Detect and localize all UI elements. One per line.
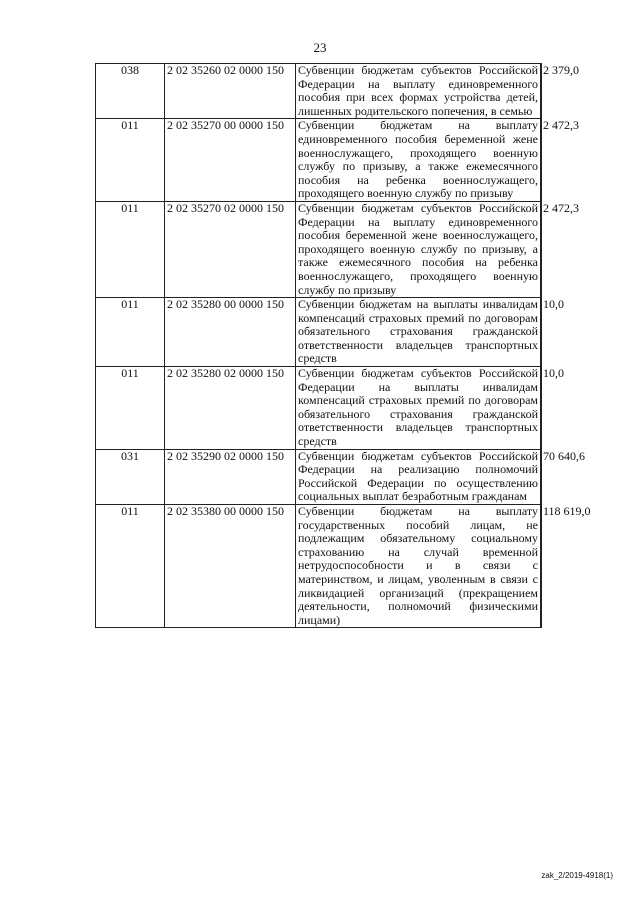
revenue-description-cell: Субвенции бюджетам субъектов Российской Федерации на реализацию полномочий Российской Федерации по осуществлению социальных выплат безработным гражданам (296, 449, 541, 504)
table-row (96, 505, 542, 628)
budget-classification-code-cell: 2 02 35380 00 0000 150 (165, 505, 296, 628)
table-row (96, 119, 542, 202)
revenue-description-cell: Субвенции бюджетам субъектов Российской Федерации на выплату единовременного пособия беременной жене военнослужащего, проходящего военную службу по призыву, а также ежемесячного пособия на ребенка военнослужащего, проходящего военную службу по призыву (296, 201, 541, 297)
amount-cell: 10,0 (541, 298, 542, 367)
budget-classification-code-cell: 2 02 35280 00 0000 150 (165, 298, 296, 367)
admin-code-cell: 011 (96, 201, 165, 297)
table-row (96, 449, 542, 504)
admin-code-cell: 011 (96, 505, 165, 628)
revenue-description-cell: Субвенции бюджетам субъектов Российской Федерации на выплаты инвалидам компенсаций страховых премий по договорам обязательного страхования гражданской ответственности владельцев транспортных средств (296, 367, 541, 450)
budget-classification-code-cell: 2 02 35270 00 0000 150 (165, 119, 296, 202)
amount-cell: 2 472,3 (541, 201, 542, 297)
document-reference: zak_2/2019-4918(1) (541, 871, 613, 880)
amount-cell: 2 379,0 (541, 64, 542, 119)
revenue-description-cell: Субвенции бюджетам на выплаты инвалидам компенсаций страховых премий по договорам обязательного страхования гражданской ответственности владельцев транспортных средств (296, 298, 541, 367)
admin-code-cell: 011 (96, 298, 165, 367)
table-row (96, 201, 542, 297)
budget-classification-code-cell: 2 02 35270 02 0000 150 (165, 201, 296, 297)
page-number: 23 (313, 40, 327, 55)
admin-code-cell: 038 (96, 64, 165, 119)
amount-cell: 118 619,0 (541, 505, 542, 628)
admin-code-cell: 031 (96, 449, 165, 504)
admin-code-cell: 011 (96, 367, 165, 450)
budget-classification-code-cell: 2 02 35280 02 0000 150 (165, 367, 296, 450)
table-row (96, 367, 542, 450)
table-row (96, 298, 542, 367)
revenue-description-cell: Субвенции бюджетам на выплату единовременного пособия беременной жене военнослужащего, проходящего военную службу по призыву, а также ежемесячного пособия на ребенка военнослужащего, проходящего военную службу по призыву (296, 119, 541, 202)
budget-classification-code-cell: 2 02 35260 02 0000 150 (165, 64, 296, 119)
table-row (96, 64, 542, 119)
budget-classification-code-cell: 2 02 35290 02 0000 150 (165, 449, 296, 504)
revenue-description-cell: Субвенции бюджетам на выплату государственных пособий лицам, не подлежащим обязательному социальному страхованию на случай временной нетрудоспособности и в связи с материнством, и лицам, уволенным в связи с ликвидацией организаций (прекращением деятельности, полномочий физическими лицами) (296, 505, 541, 628)
revenue-table (95, 63, 591, 628)
revenue-description-cell: Субвенции бюджетам субъектов Российской Федерации на выплату единовременного пособия при всех формах устройства детей, лишенных родительского попечения, в семью (296, 64, 541, 119)
amount-cell: 10,0 (541, 367, 542, 450)
amount-cell: 70 640,6 (541, 449, 542, 504)
amount-cell: 2 472,3 (541, 119, 542, 202)
admin-code-cell: 011 (96, 119, 165, 202)
